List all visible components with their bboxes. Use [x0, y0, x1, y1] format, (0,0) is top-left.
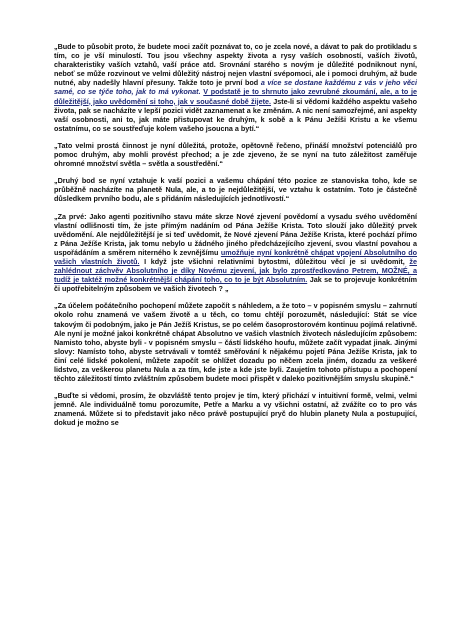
paragraph: [54, 212, 417, 294]
document-body: [54, 42, 417, 428]
underlined-text: V podstatě je to shrnuto jako zevrubné zkoumání, ale, a to je důležitější, jako uvědomění si toho, jak v současné době žijete.: [54, 87, 418, 106]
paragraph-text: „Buďte si vědomi, prosím, že obzvláště tento projev je tím, který přichází v intuitivní formě, velmi, velmi jemně. Ale individuálně tomu porozumíte, Petře a Marku a vy všichni ostatní, až zvážíte co to pro vás znamená. Můžete si to představit jako něco právě postupující pryč do hlubin planety Nula a postupující, dokud je možno se: [54, 391, 417, 428]
paragraph-text: „Bude to působit proto, že budete moci začít poznávat to, co je zcela nové, a dávat to pak do protikladu s tím, co je vší minulostí. Tou jsou všechny aspekty života a rysy vaších osobností, vaších životů, charakteristiky vaších vztahů, vaší práce atd. Srovnání starého s novým je důležité podniknout nyní, neboť se může rozvinout ve velmi důležitý nástroj nejen vlastní svépomoci, ale i pomoci druhým, až bude nutné, aby nadešly hlavní přesuny. Takže toto je první bod: [54, 42, 417, 88]
underlined-text: že zahlédnout záchvěv Absolutního je díky Novému zjevení, jak bylo zprostředkováno Petrem, MOŽNÉ, a tudíž je taktéž možné konkrétnější chápání toho, co to je být Absolutním.: [54, 256, 417, 285]
paragraph-text: Jste-li si vědomi každého aspektu vašeho života, pak se nacházíte v lepší pozici vidět zaznamenat a ke změnám. A nic není samozřejmé, ani aspekty vaší osobnosti, ani to, jak máte přistupovat ke druhým, k sobě a k Pánu Ježíši Kristu a ke všemu ostatnímu, co se soustřeďuje kolem vašeho jsoucna a bytí.“: [54, 96, 418, 133]
paragraph-text: Jak se to projevuje konkrétním či upotřebitelným způsobem ve vašich životech ? „: [54, 275, 417, 294]
paragraph-text: „Za prvé: Jako agenti pozitivního stavu máte skrze Nové zjevení povědomí a vysadu svého uvědomění vlastní odlišnosti tím, že jste přímým nadáním od Pána Ježíše Krista. Toto slouží jako důležitý prvek uvědomění. Ale nejdůležitější je si teď uvědomit, že Nové zjevení Pána Ježíše Krista, které pochází přímo z Pána Ježíše Krista, jak tomu nebylo u žádného jiného předcházejícího zjevení, svou vlastní povahou a uspořádáním a směrem niterného k zevnějšímu: [54, 211, 417, 257]
paragraph: [54, 141, 417, 168]
paragraph: [54, 42, 417, 133]
paragraph-text: „Druhý bod se nyní vztahuje k vaší pozici a vašemu chápání této pozice ze stanoviska toho, kde se průběžně nacházíte na planetě Nula, ale, a to je nejdůležitější, ve vztahu k ostatním. Toto je částečně důsledkem prvního bodu, ale s přidáním následujících jednotlivostí.“: [54, 176, 417, 204]
paragraph: [54, 391, 417, 427]
paragraph: [54, 301, 417, 383]
emphasis-text: a více se dostane každému z vás v jeho věci samé, co se týče toho, jak to má vykonat.: [54, 78, 417, 97]
paragraph-text: I když jste všichni relativními bytostmi, důležitou věcí je si uvědomit,: [139, 256, 410, 266]
paragraph: [54, 176, 417, 203]
paragraph-text: „Tato velmi prostá činnost je nyní důležitá, protože, opětovně řečeno, přináší množství potenciálů pro pomoc druhým, aby mohli provést přechod; a je zde zjeveno, že se nyní na tuto záležitost zaměřuje ohromné množství světla – světla a soustředění.“: [54, 140, 417, 169]
paragraph-text: „Za účelem počátečního pochopení můžete započít s náhledem, a že toto – v popisném smyslu – zahrnutí okolo rohu znamená ve vašem životě a u těch, co tomu chtějí porozumět, následující: Stát se více takovým či podobným, jako je Pán Ježíš Kristus, se po celém časoprostorovém kontinuu pojímá relativně. Ale nyní je možné jakoi konkrétně chápat Absolutno ve vašich vlastních životech následujícím způsobem: Namisto toho, abyste byli - v popisném smyslu – částí lidského houfu, můžete začít vypadat jinak. Jinými slovy: Namísto toho, abyste setrvávali v tomtéž směřování k nějakému pojetí Pána Ježíše Krista, jak to činí celé lidské pokolení, můžete započít se ohlížet dozadu po něčem zcela jiném, dozadu za veškeré lidstvo, za veškerou planetu Nula a za tím, kde jste a kde jste byli. Zaujetím tohoto přístupu a pochopení těchto záležitostí tímto zvláštním způsobem budete moci přispět v daleko pozitivnějším smyslu skupině.“: [54, 301, 417, 384]
underlined-text: umožňuje nyní konkrétně chápat vpojení Absolutního do vašich vlastních životů.: [54, 247, 418, 266]
